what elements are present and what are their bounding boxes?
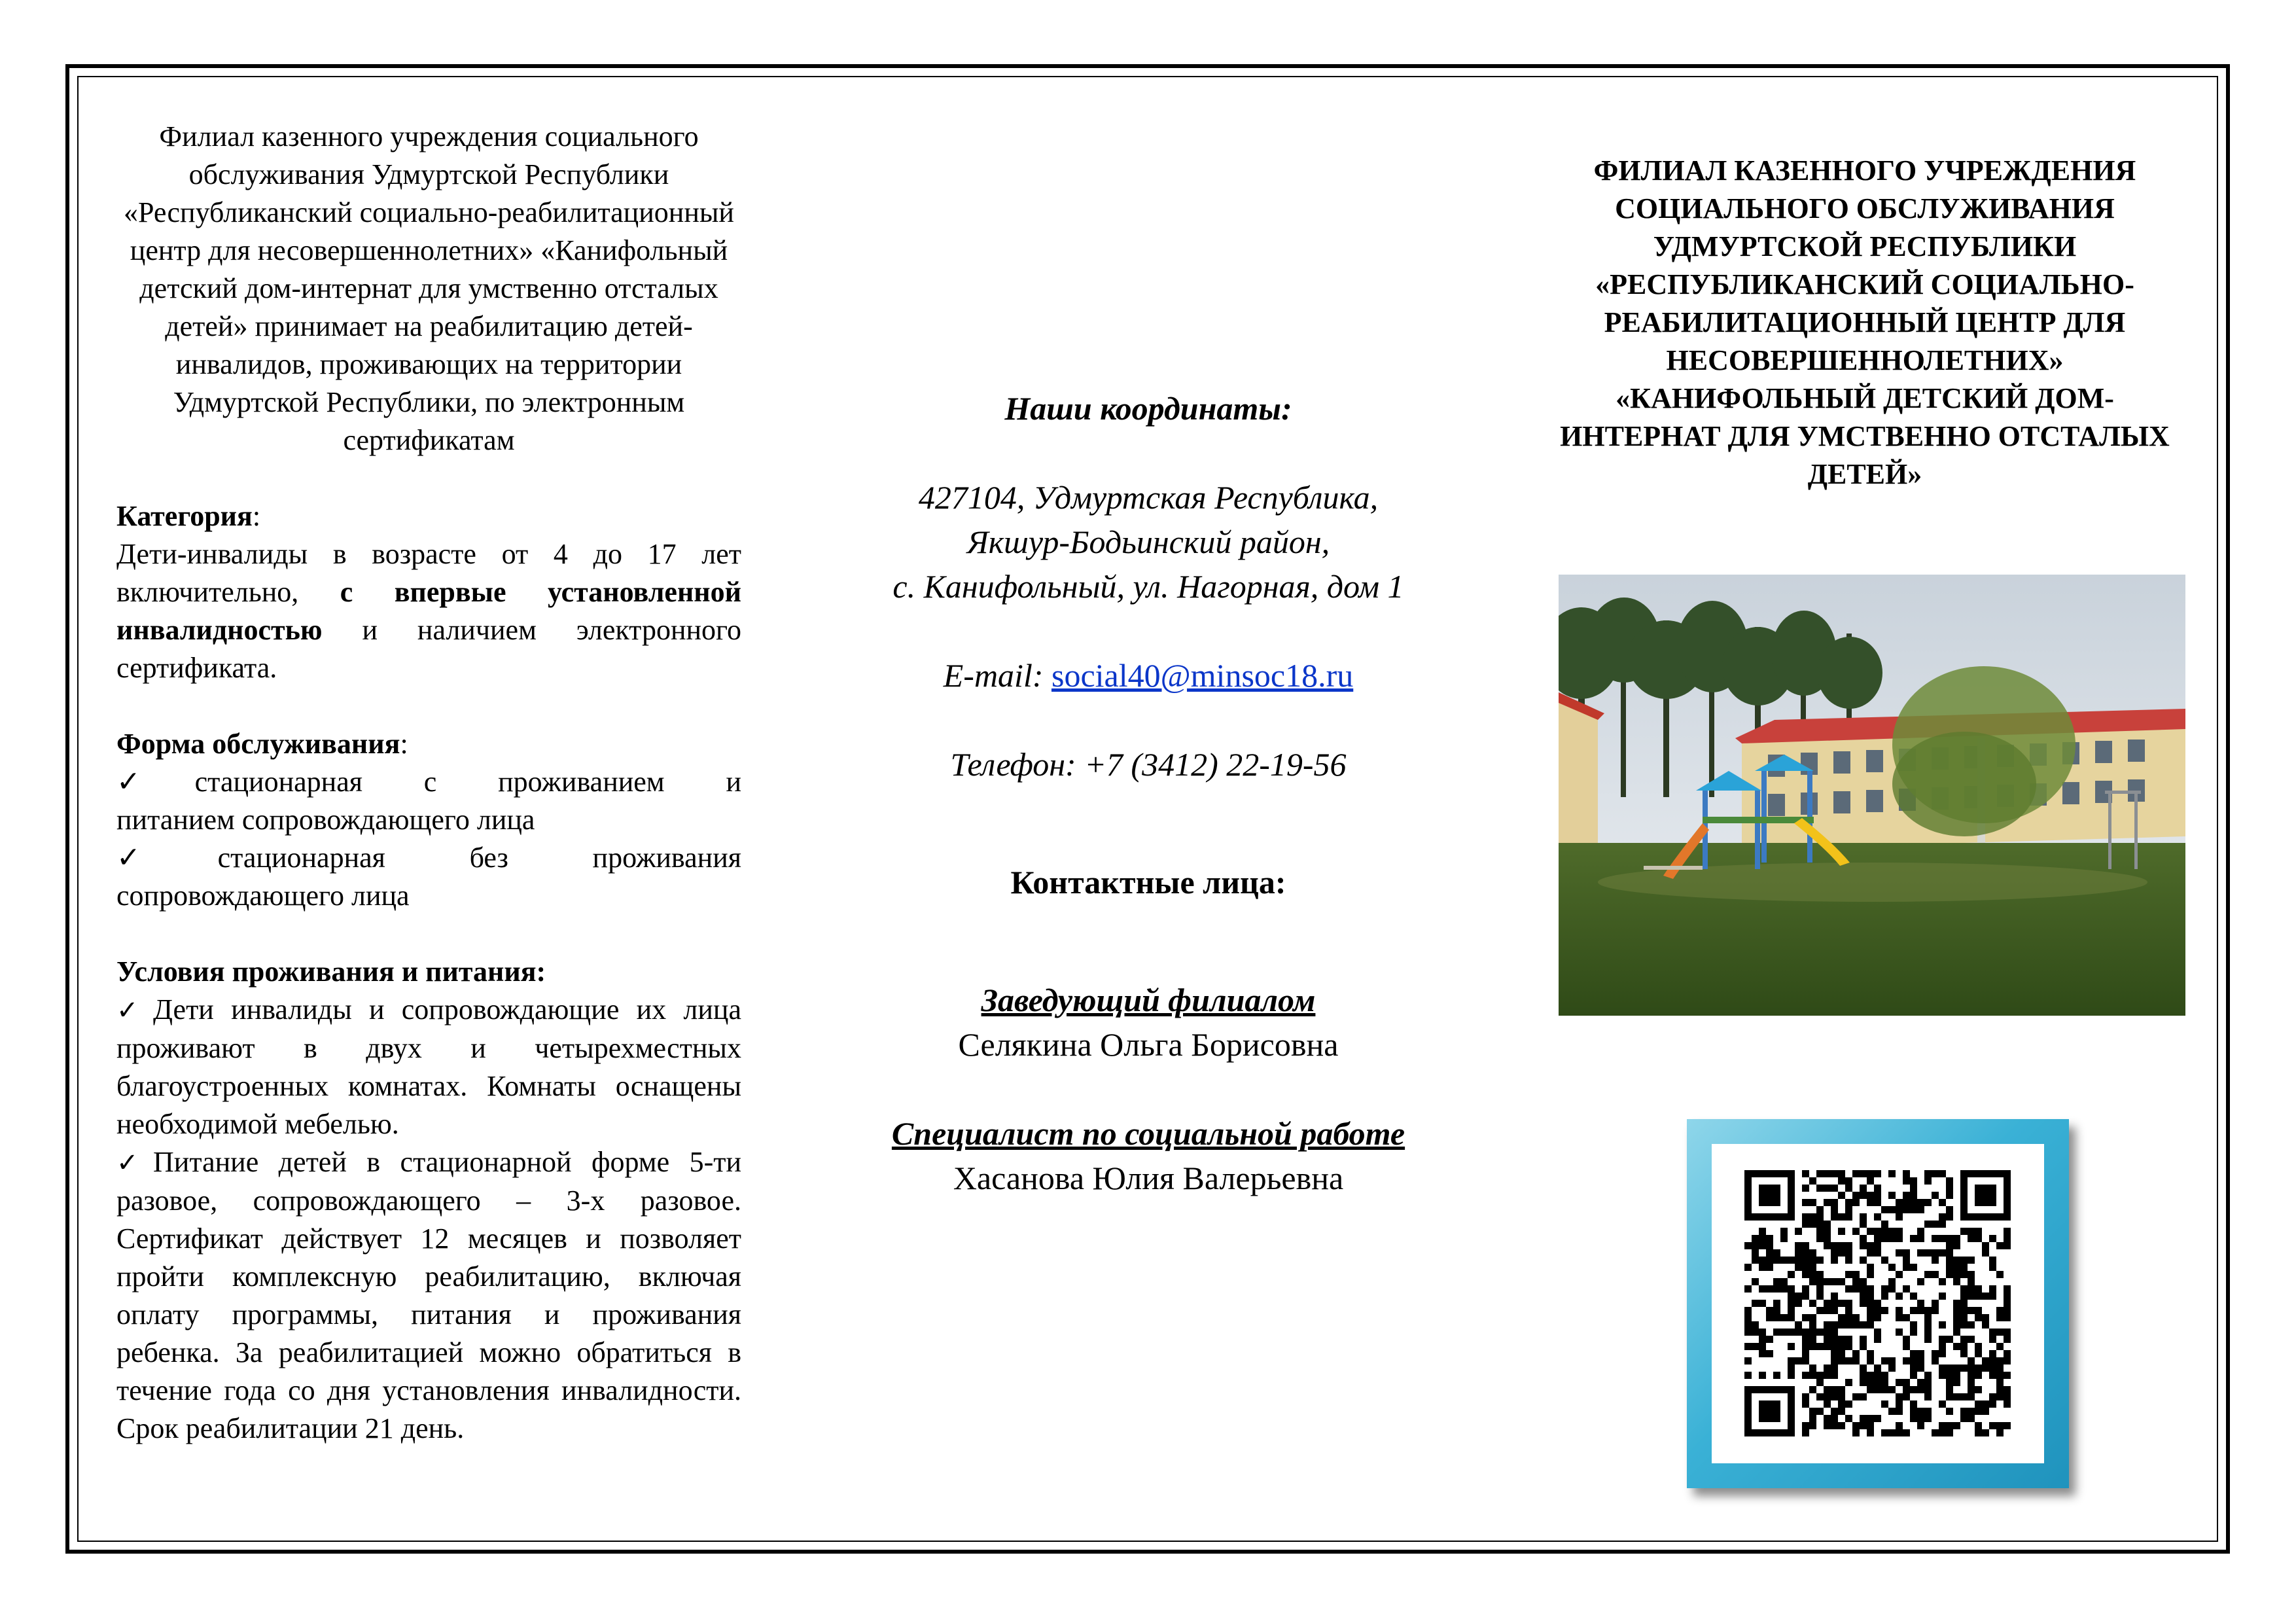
category-heading-line — [116, 497, 741, 535]
coordinates-title: Наши координаты: — [1004, 390, 1292, 427]
category-text-before: Дети-инвалиды в возрасте от 4 до 17 лет включительно, — [116, 538, 741, 608]
check-icon: ✓ — [116, 766, 195, 798]
check-icon: ✓ — [116, 1148, 139, 1178]
qr-code-icon — [1712, 1144, 2044, 1463]
role-head-of-branch: Заведующий филиалом — [981, 982, 1316, 1018]
building-photo — [1559, 575, 2185, 1016]
category-text — [116, 535, 741, 687]
service-item-2-line-1 — [116, 839, 741, 877]
person-head-of-branch: Селякина Ольга Борисовна — [958, 1026, 1339, 1063]
phone-line: Телефон: +7 (3412) 22-19-56 — [950, 746, 1347, 783]
service-form-colon: : — [400, 728, 408, 760]
category-text-after: и наличием электронного сертификата. — [116, 614, 741, 684]
service-form-heading: Форма обслуживания — [116, 728, 400, 760]
qr-code-frame — [1687, 1119, 2069, 1488]
category-heading: Категория — [116, 500, 253, 532]
conditions-heading: Условия проживания и питания: — [116, 955, 546, 988]
service-item-1-line-2: питанием сопровождающего лица — [116, 804, 535, 836]
category-text-bold: с впервые установленной инвалидностью — [116, 576, 741, 646]
service-item-2-text: стационарная без проживания — [217, 842, 741, 874]
brochure-title: ФИЛИАЛ КАЗЕННОГО УЧРЕЖДЕНИЯ СОЦИАЛЬНОГО ОБСЛУЖИВАНИЯ УДМУРТСКОЙ РЕСПУБЛИКИ «РЕСПУБЛИКАНСКИЙ СОЦИАЛЬНО-РЕАБИЛИТАЦИОННЫЙ ЦЕНТР ДЛЯ НЕСОВЕРШЕННОЛЕТНИХ» «КАНИФОЛЬНЫЙ ДЕТСКИЙ ДОМ-ИНТЕРНАТ ДЛЯ УМСТВЕННО ОТСТАЛЫХ ДЕТЕЙ» — [1560, 154, 2170, 490]
email-label: E-mail: — [943, 657, 1051, 694]
conditions-item-1 — [116, 991, 741, 1143]
check-icon: ✓ — [116, 995, 139, 1026]
conditions-item-1-text: Дети инвалиды и сопровождающие их лица проживают в двух и четырехместных благоустроенных комнатах. Комнаты оснащены необходимой мебелью. — [116, 993, 741, 1140]
role-social-worker: Специалист по социальной работе — [891, 1115, 1405, 1152]
left-column — [116, 118, 741, 1448]
conditions-item-2 — [116, 1143, 741, 1448]
intro-text: Филиал казенного учреждения социального обслуживания Удмуртской Республики «Республиканский социально-реабилитационный центр для несовершеннолетних» «Канифольный детский дом-интернат для умственно отсталых детей» принимает на реабилитацию детей-инвалидов, проживающих на территории Удмуртской Республики, по электронным сертификатам — [124, 120, 734, 456]
address-line-2: Якшур-Бодьинский район, — [966, 524, 1330, 560]
person-social-worker: Хасанова Юлия Валерьевна — [953, 1160, 1344, 1196]
contacts-title: Контактные лица: — [1010, 864, 1286, 901]
service-item-2-line-2: сопровождающего лица — [116, 880, 410, 912]
email-line — [818, 653, 1479, 698]
check-icon: ✓ — [116, 842, 218, 874]
conditions-item-2-text: Питание детей в стационарной форме 5-ти разовое, сопровождающего – 3-х разовое. Сертификат действует 12 месяцев и позволяет пройти комплексную реабилитацию, включая оплату программы, питания и проживания ребенка. За реабилитацией можно обратиться в течение года со дня установления инвалидности. Срок реабилитации 21 день. — [116, 1146, 741, 1444]
qr-code[interactable] — [1712, 1144, 2044, 1463]
category-colon: : — [252, 500, 261, 532]
service-item-1-line-1 — [116, 763, 741, 801]
address-line-1: 427104, Удмуртская Республика, — [918, 479, 1379, 516]
middle-column — [818, 386, 1479, 1200]
service-form-heading-line — [116, 725, 741, 763]
email-link[interactable]: social40@minsoc18.ru — [1051, 657, 1354, 694]
address-line-3: с. Канифольный, ул. Нагорная, дом 1 — [892, 568, 1404, 605]
service-item-1-text: стационарная с проживанием и — [194, 766, 741, 798]
